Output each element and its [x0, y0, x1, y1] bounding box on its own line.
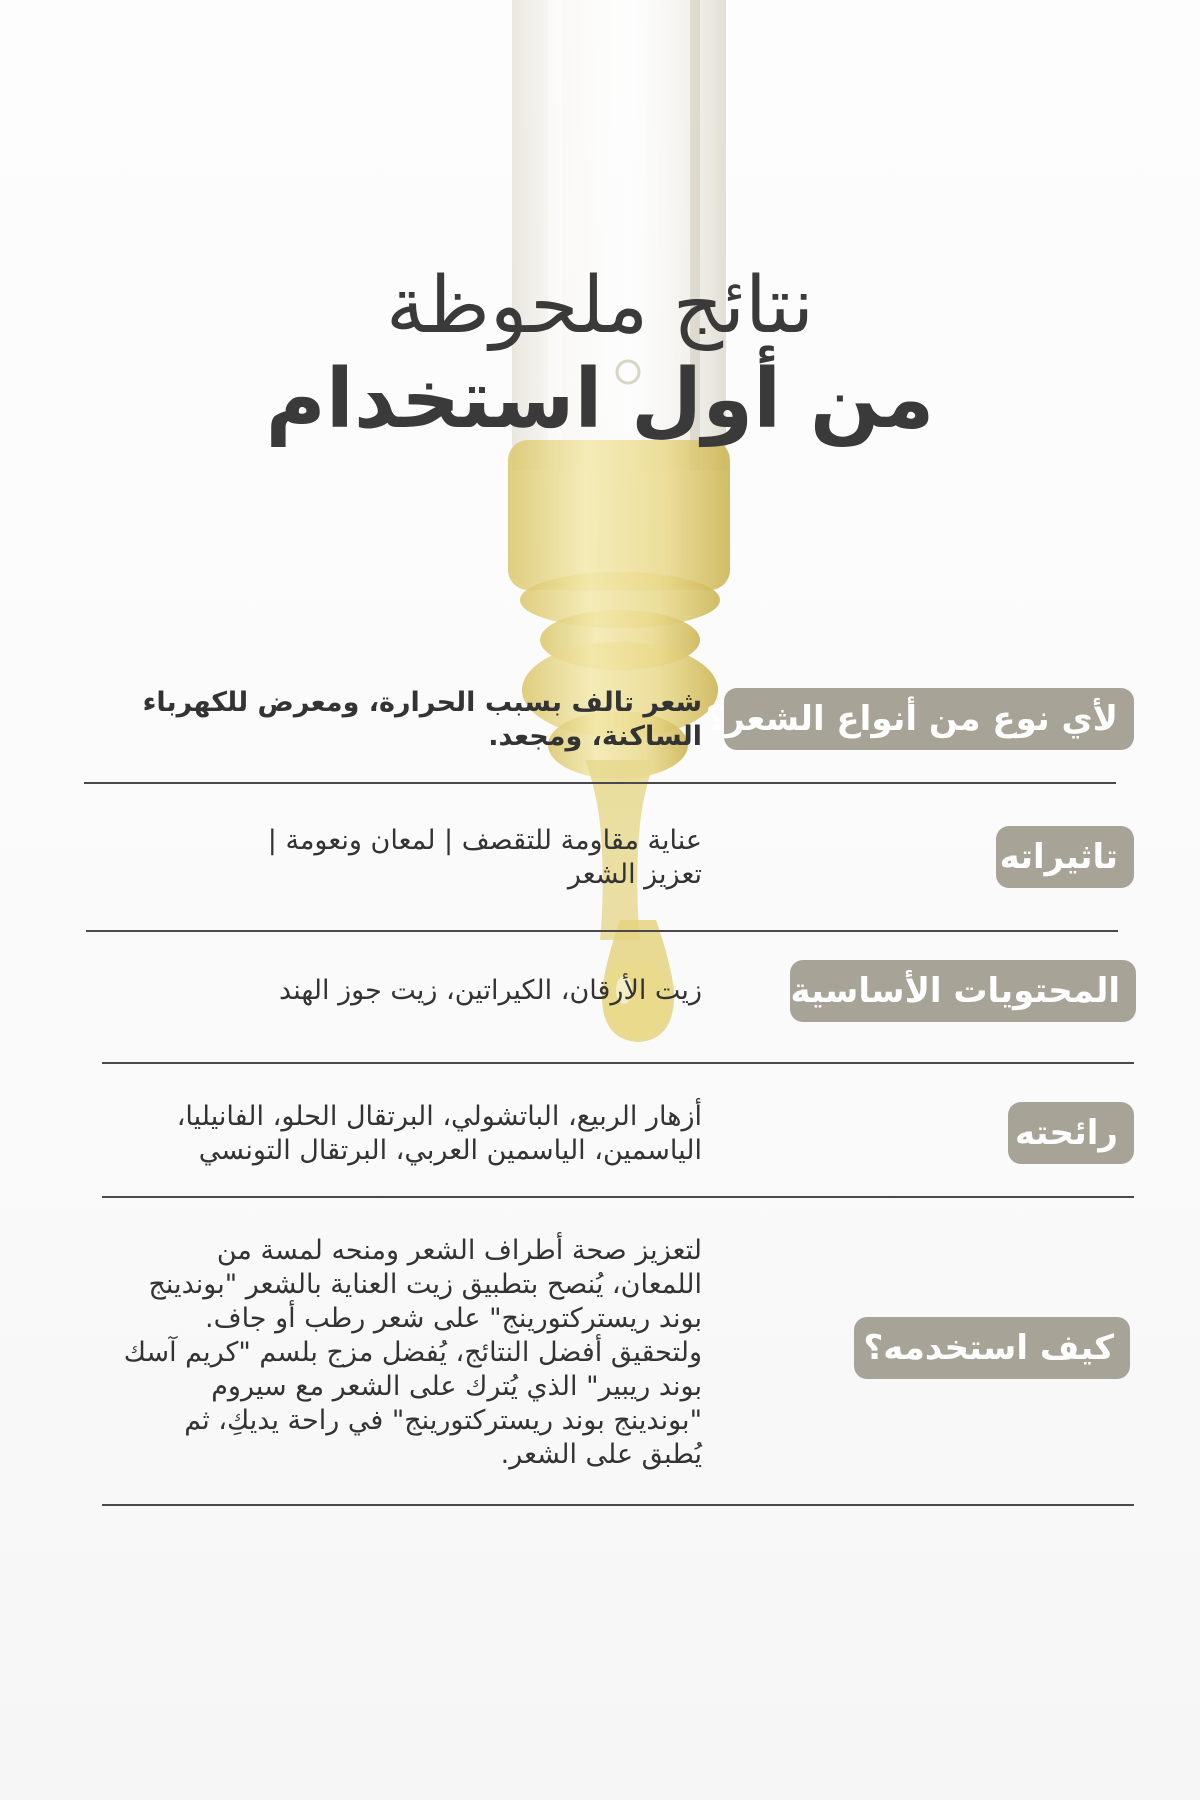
label-effects: تاثيراته: [996, 826, 1134, 888]
label-ingredients: المحتويات الأساسية: [790, 960, 1136, 1022]
text-ingredients: زيت الأرقان، الكيراتين، زيت جوز الهند: [279, 975, 702, 1006]
text-effects: عناية مقاومة للتقصف | لمعان ونعومة | تعزيز الشعر: [267, 825, 702, 890]
headline: [0, 260, 1200, 448]
text-hair-type: شعر تالف بسبب الحرارة، ومعرض للكهرباء الساكنة، ومجعد.: [142, 687, 702, 752]
label-hair-type: لأي نوع من أنواع الشعر؟: [724, 688, 1134, 750]
text-scent: أزهار الربيع، الباتشولي، البرتقال الحلو، الفانيليا، الياسمين، الياسمين العربي، البرتقال التونسي: [176, 1101, 702, 1166]
divider: [102, 1504, 1134, 1506]
text-how-to-use: لتعزيز صحة أطراف الشعر ومنحه لمسة من اللمعان، يُنصح بتطبيق زيت العناية بالشعر "بوندينج بوند ريستركتورينج" على شعر رطب أو جاف. ولتحقيق أفضل النتائج، يُفضل مزج بلسم "كريم آسك بوند ريبير" الذي يُترك على الشعر مع سيروم "بوندينج بوند ريستركتورينج" في راحة يديكِ، ثم يُطبق على الشعر.: [123, 1235, 702, 1470]
divider: [84, 782, 1116, 784]
headline-line-1: نتائج ملحوظة: [385, 261, 814, 351]
divider: [102, 1196, 1134, 1198]
divider: [86, 930, 1118, 932]
label-scent: رائحته: [1008, 1102, 1134, 1164]
label-how-to-use: كيف استخدمه؟: [854, 1317, 1130, 1379]
divider: [102, 1062, 1134, 1064]
headline-line-2: من أول استخدام: [265, 352, 935, 447]
